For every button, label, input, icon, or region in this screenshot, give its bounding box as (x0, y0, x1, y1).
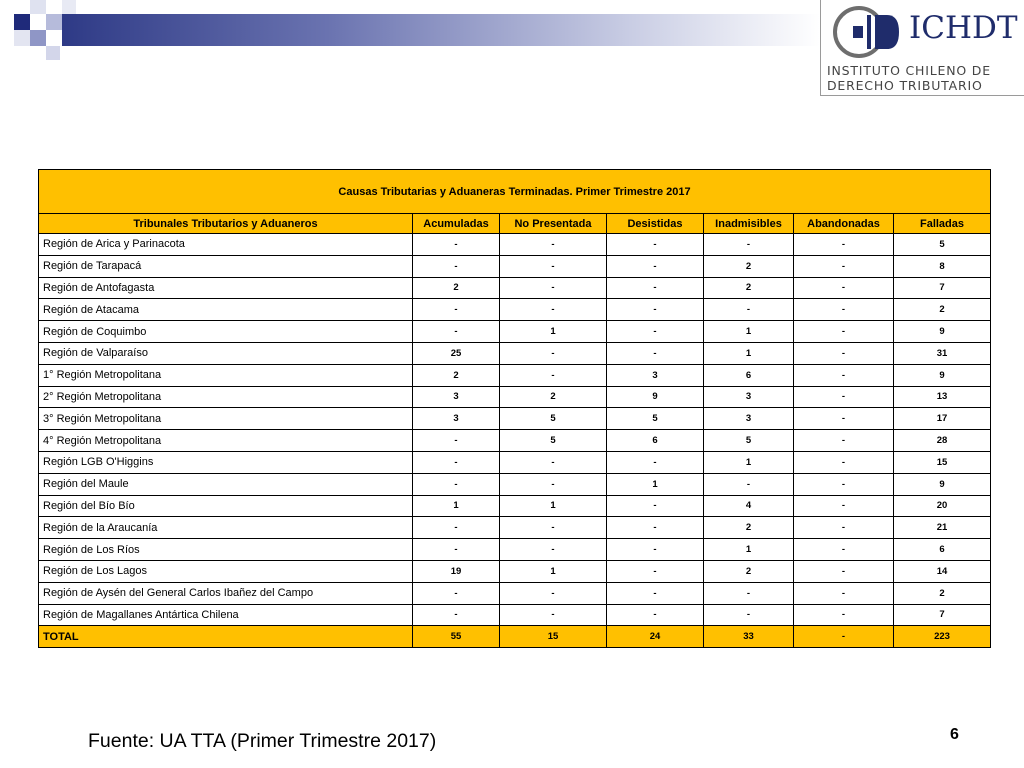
table-cell: - (794, 386, 894, 408)
decor-square (14, 30, 30, 46)
row-label: Región de Valparaíso (39, 342, 413, 364)
table-cell: 2 (704, 277, 794, 299)
total-cell: 55 (413, 626, 500, 648)
row-label: Región de Tarapacá (39, 255, 413, 277)
table-cell: 25 (413, 342, 500, 364)
table-cell: - (607, 582, 704, 604)
table-cell: 1 (704, 321, 794, 343)
total-row (39, 626, 991, 648)
column-header: Desistidas (607, 214, 704, 234)
row-label: Región de Antofagasta (39, 277, 413, 299)
table-cell: 13 (894, 386, 991, 408)
table-cell: 31 (894, 342, 991, 364)
table-cell: 5 (894, 234, 991, 256)
ichdt-emblem-icon (829, 3, 905, 61)
table-cell: - (794, 604, 894, 626)
row-label: Región del Bío Bío (39, 495, 413, 517)
table-cell: 14 (894, 560, 991, 582)
table-cell: - (607, 234, 704, 256)
table-cell: - (413, 430, 500, 452)
table-cell: 3 (704, 408, 794, 430)
table-row (39, 234, 991, 256)
row-label: Región de la Araucanía (39, 517, 413, 539)
table-cell: 3 (413, 408, 500, 430)
table-cell: - (607, 321, 704, 343)
decor-square (30, 0, 46, 14)
table-row (39, 604, 991, 626)
table-cell: - (794, 321, 894, 343)
row-label: Región de Los Ríos (39, 539, 413, 561)
row-label: Región de Atacama (39, 299, 413, 321)
table-cell: 2 (500, 386, 607, 408)
table-row (39, 451, 991, 473)
logo-subtitle-line2: DERECHO TRIBUTARIO (827, 78, 983, 93)
logo-brand: ICHDT (909, 10, 1018, 46)
table-cell: - (794, 342, 894, 364)
table-cell: 2 (894, 582, 991, 604)
table-cell: - (607, 299, 704, 321)
table-cell: - (607, 539, 704, 561)
table-cell: 1 (704, 342, 794, 364)
table-cell: - (413, 539, 500, 561)
table-cell: - (794, 495, 894, 517)
table-cell: 2 (413, 277, 500, 299)
table-cell: - (704, 234, 794, 256)
table-cell: 4 (704, 495, 794, 517)
table-cell: - (704, 299, 794, 321)
total-cell: 24 (607, 626, 704, 648)
column-header: Acumuladas (413, 214, 500, 234)
row-label: Región de Coquimbo (39, 321, 413, 343)
page-number: 6 (950, 726, 959, 743)
table-row (39, 321, 991, 343)
table-cell: - (500, 473, 607, 495)
table-cell: - (500, 277, 607, 299)
table-cell: 1 (413, 495, 500, 517)
table-cell: 17 (894, 408, 991, 430)
table-cell: 2 (413, 364, 500, 386)
table-cell: - (607, 342, 704, 364)
table-cell: 6 (704, 364, 794, 386)
table-cell: 2 (704, 560, 794, 582)
table-cell: 2 (704, 255, 794, 277)
logo-subtitle-line1: INSTITUTO CHILENO DE (827, 63, 991, 78)
table-row (39, 408, 991, 430)
table-row (39, 299, 991, 321)
table-cell: - (794, 451, 894, 473)
table-cell: - (500, 342, 607, 364)
table-row (39, 495, 991, 517)
table-row (39, 517, 991, 539)
table-cell: 8 (894, 255, 991, 277)
table-cell: 5 (704, 430, 794, 452)
table-cell: 9 (894, 364, 991, 386)
table-cell: - (500, 604, 607, 626)
table-row (39, 539, 991, 561)
table-cell: - (607, 255, 704, 277)
table-cell: - (794, 299, 894, 321)
table-cell: - (794, 234, 894, 256)
results-table (38, 169, 991, 648)
table-cell: - (500, 364, 607, 386)
table-row (39, 473, 991, 495)
source-note: Fuente: UA TTA (Primer Trimestre 2017) (88, 730, 437, 752)
decor-square (14, 14, 30, 30)
table-cell: 6 (607, 430, 704, 452)
total-cell: 33 (704, 626, 794, 648)
decor-square (46, 46, 60, 60)
table-cell: 1 (500, 560, 607, 582)
table-cell: - (413, 473, 500, 495)
table-row (39, 277, 991, 299)
table-cell: 3 (413, 386, 500, 408)
table-cell: 28 (894, 430, 991, 452)
table-cell: - (500, 582, 607, 604)
table-cell: 3 (704, 386, 794, 408)
table-cell: 19 (413, 560, 500, 582)
table-cell: 5 (607, 408, 704, 430)
table-cell: - (500, 517, 607, 539)
table-cell: 3 (607, 364, 704, 386)
total-cell: 223 (894, 626, 991, 648)
total-cell: - (794, 626, 894, 648)
decor-square (46, 14, 62, 30)
row-label: Región de Arica y Parinacota (39, 234, 413, 256)
table-cell: - (704, 582, 794, 604)
table-row (39, 364, 991, 386)
row-label: Región de Aysén del General Carlos Ibañez del Campo (39, 582, 413, 604)
column-header: Tribunales Tributarios y Aduaneros (39, 214, 413, 234)
table-cell: - (794, 430, 894, 452)
row-label: Región LGB O'Higgins (39, 451, 413, 473)
table-row (39, 255, 991, 277)
table-cell: - (794, 473, 894, 495)
results-table-container (38, 169, 990, 648)
table-cell: - (413, 451, 500, 473)
table-cell: - (500, 539, 607, 561)
table-cell: 9 (607, 386, 704, 408)
table-cell: - (607, 604, 704, 626)
table-cell: - (794, 364, 894, 386)
table-cell: - (794, 539, 894, 561)
table-body (39, 234, 991, 648)
row-label: 2° Región Metropolitana (39, 386, 413, 408)
table-cell: 7 (894, 277, 991, 299)
table-title: Causas Tributarias y Aduaneras Terminadas. Primer Trimestre 2017 (39, 170, 991, 214)
table-cell: 9 (894, 473, 991, 495)
row-label: Región de Magallanes Antártica Chilena (39, 604, 413, 626)
header-decoration (0, 0, 820, 60)
table-cell: - (413, 255, 500, 277)
table-cell: 5 (500, 408, 607, 430)
table-cell: 7 (894, 604, 991, 626)
table-cell: 15 (894, 451, 991, 473)
table-cell: - (794, 277, 894, 299)
table-cell: - (794, 517, 894, 539)
table-cell: - (794, 255, 894, 277)
table-cell: 5 (500, 430, 607, 452)
table-row (39, 430, 991, 452)
table-cell: - (413, 604, 500, 626)
row-label: 4° Región Metropolitana (39, 430, 413, 452)
table-cell: - (413, 299, 500, 321)
table-cell: - (413, 234, 500, 256)
table-row (39, 582, 991, 604)
table-cell: - (794, 582, 894, 604)
header-gradient-band (62, 14, 820, 46)
table-cell: 1 (704, 451, 794, 473)
table-cell: - (607, 451, 704, 473)
row-label: 1° Región Metropolitana (39, 364, 413, 386)
ichdt-logo (820, 0, 1024, 96)
decor-square (62, 0, 76, 14)
table-cell: - (794, 560, 894, 582)
table-cell: - (607, 517, 704, 539)
table-cell: 21 (894, 517, 991, 539)
table-cell: - (500, 451, 607, 473)
table-cell: 2 (894, 299, 991, 321)
table-cell: - (704, 604, 794, 626)
row-label: Región del Maule (39, 473, 413, 495)
column-header: Falladas (894, 214, 991, 234)
table-row (39, 342, 991, 364)
table-row (39, 560, 991, 582)
total-cell: 15 (500, 626, 607, 648)
column-header: Abandonadas (794, 214, 894, 234)
table-cell: - (607, 560, 704, 582)
table-cell: 1 (500, 321, 607, 343)
table-cell: 1 (607, 473, 704, 495)
table-cell: - (794, 408, 894, 430)
column-header: Inadmisibles (704, 214, 794, 234)
table-cell: - (607, 495, 704, 517)
table-cell: 9 (894, 321, 991, 343)
table-cell: - (704, 473, 794, 495)
table-cell: - (500, 234, 607, 256)
row-label: 3° Región Metropolitana (39, 408, 413, 430)
table-cell: - (413, 582, 500, 604)
table-cell: 1 (704, 539, 794, 561)
table-title-row (39, 170, 991, 214)
column-header: No Presentada (500, 214, 607, 234)
decor-square (30, 30, 46, 46)
table-header-row (39, 214, 991, 234)
table-cell: 6 (894, 539, 991, 561)
table-cell: 1 (500, 495, 607, 517)
row-label: Región de Los Lagos (39, 560, 413, 582)
table-cell: 20 (894, 495, 991, 517)
table-cell: - (500, 299, 607, 321)
total-label: TOTAL (39, 626, 413, 648)
table-cell: - (413, 517, 500, 539)
table-cell: 2 (704, 517, 794, 539)
table-cell: - (413, 321, 500, 343)
table-cell: - (607, 277, 704, 299)
table-row (39, 386, 991, 408)
table-cell: - (500, 255, 607, 277)
